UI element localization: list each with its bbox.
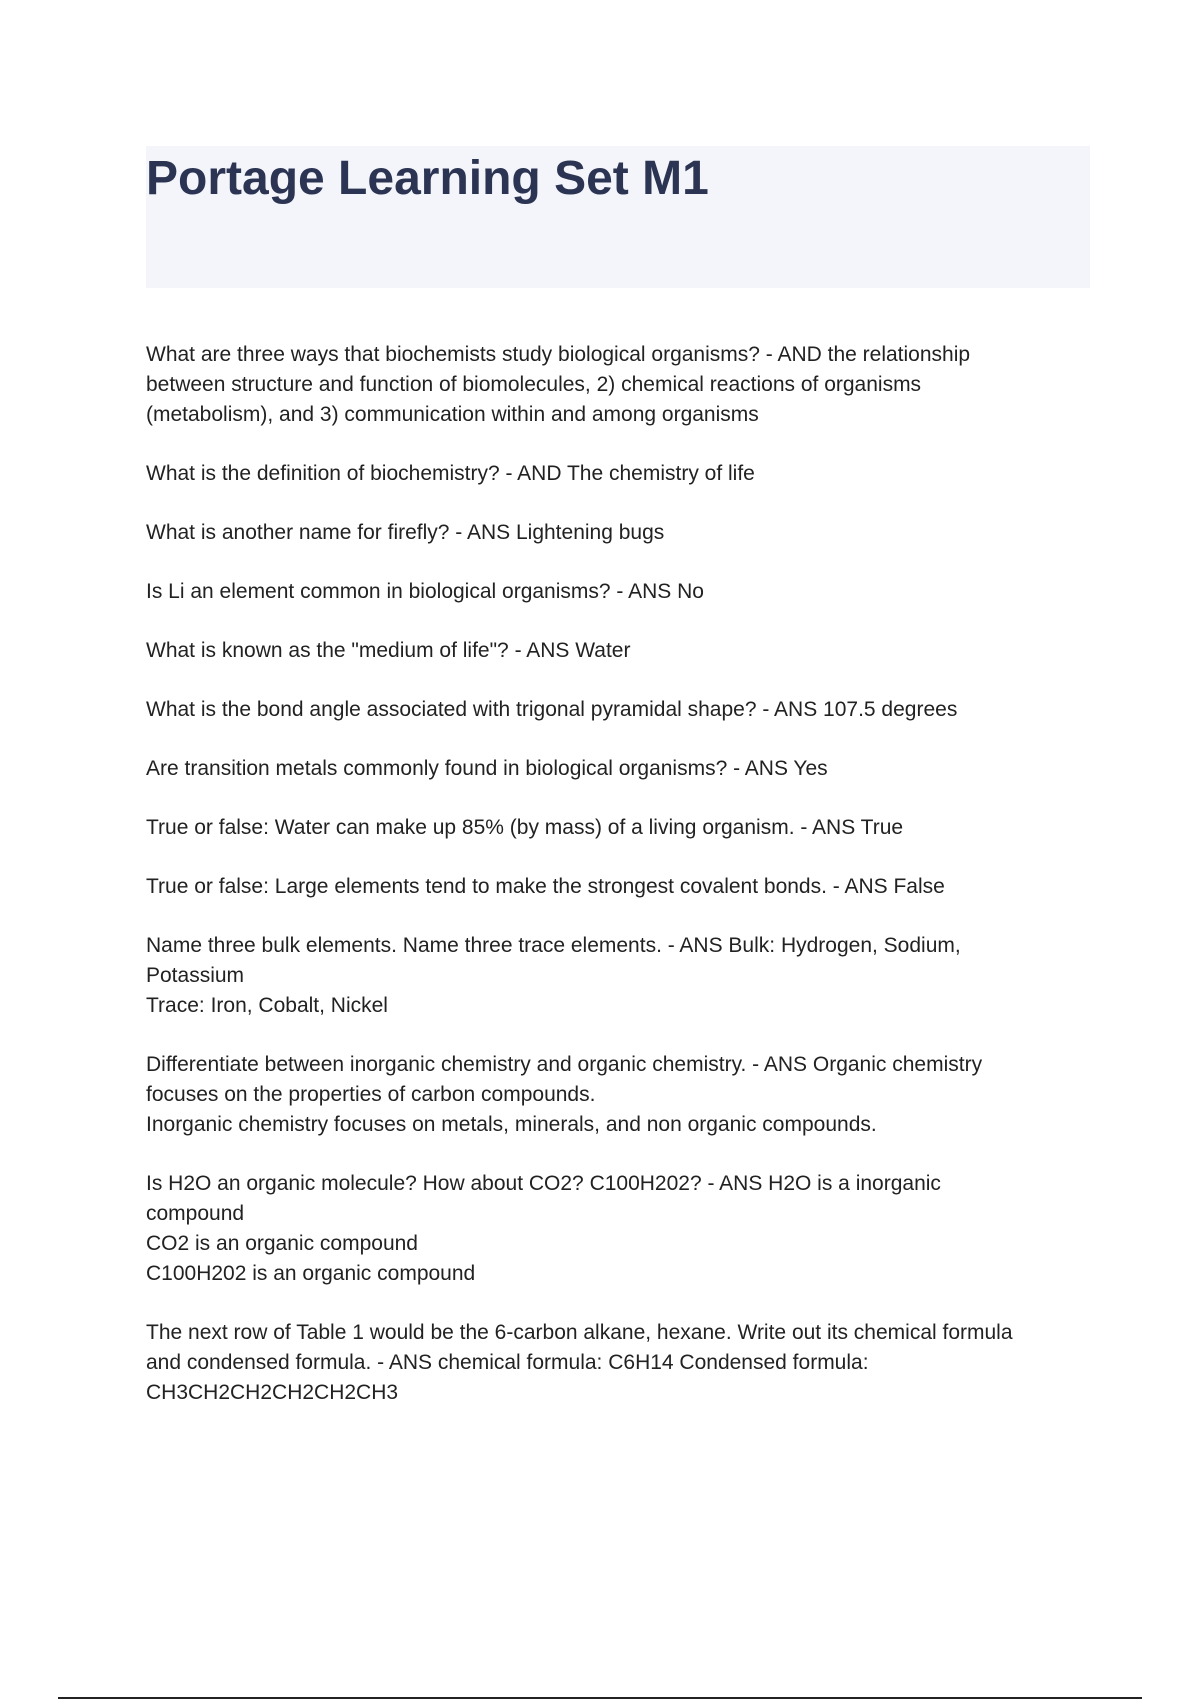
qa-item — [146, 577, 1090, 607]
qa-item-line: The next row of Table 1 would be the 6-carbon alkane, hexane. Write out its chemical formula — [146, 1321, 1013, 1344]
qa-item-line: What is the bond angle associated with trigonal pyramidal shape? - ANS 107.5 degrees — [146, 698, 958, 721]
qa-item — [146, 813, 1090, 843]
qa-item-line: True or false: Water can make up 85% (by mass) of a living organism. - ANS True — [146, 816, 904, 839]
qa-item-line: What is known as the "medium of life"? - ANS Water — [146, 639, 631, 662]
qa-item — [146, 872, 1090, 902]
page-title: Portage Learning Set M1 — [146, 152, 709, 205]
qa-item-line: Trace: Iron, Cobalt, Nickel — [146, 994, 388, 1017]
qa-item — [146, 636, 1090, 666]
title-banner — [146, 146, 1090, 288]
qa-item-line: focuses on the properties of carbon compounds. — [146, 1083, 596, 1106]
qa-item-line: Potassium — [146, 964, 245, 987]
qa-item-line: Are transition metals commonly found in biological organisms? - ANS Yes — [146, 757, 828, 780]
qa-item — [146, 754, 1090, 784]
qa-item-line: Is H2O an organic molecule? How about CO2? C100H202? - ANS H2O is a inorganic — [146, 1172, 941, 1195]
qa-item — [146, 518, 1090, 548]
qa-item-line: Inorganic chemistry focuses on metals, minerals, and non organic compounds. — [146, 1113, 877, 1136]
qa-item-line: CO2 is an organic compound — [146, 1232, 418, 1255]
qa-item-line: C100H202 is an organic compound — [146, 1262, 476, 1285]
qa-item-line: Differentiate between inorganic chemistry and organic chemistry. - ANS Organic chemistry — [146, 1053, 983, 1076]
qa-item-line: (metabolism), and 3) communication within and among organisms — [146, 403, 759, 426]
qa-item — [146, 1169, 1090, 1289]
qa-item-line: What is the definition of biochemistry? - AND The chemistry of life — [146, 462, 755, 485]
qa-item-line: between structure and function of biomolecules, 2) chemical reactions of organisms — [146, 373, 922, 396]
page-bottom-rule — [58, 1697, 1142, 1699]
qa-item — [146, 340, 1090, 430]
qa-item-line: compound — [146, 1202, 245, 1225]
qa-item — [146, 931, 1090, 1021]
qa-item-line: Is Li an element common in biological organisms? - ANS No — [146, 580, 704, 603]
qa-list — [146, 340, 1090, 1437]
qa-item-line: and condensed formula. - ANS chemical formula: C6H14 Condensed formula: — [146, 1351, 869, 1374]
qa-item — [146, 1050, 1090, 1140]
qa-item-line: What is another name for firefly? - ANS Lightening bugs — [146, 521, 665, 544]
qa-item-line: What are three ways that biochemists study biological organisms? - AND the relationship — [146, 343, 971, 366]
qa-item — [146, 695, 1090, 725]
qa-item-line: CH3CH2CH2CH2CH2CH3 — [146, 1381, 399, 1404]
qa-item — [146, 459, 1090, 489]
qa-item-line: Name three bulk elements. Name three trace elements. - ANS Bulk: Hydrogen, Sodium, — [146, 934, 961, 957]
qa-item — [146, 1318, 1090, 1408]
qa-item-line: True or false: Large elements tend to make the strongest covalent bonds. - ANS False — [146, 875, 945, 898]
